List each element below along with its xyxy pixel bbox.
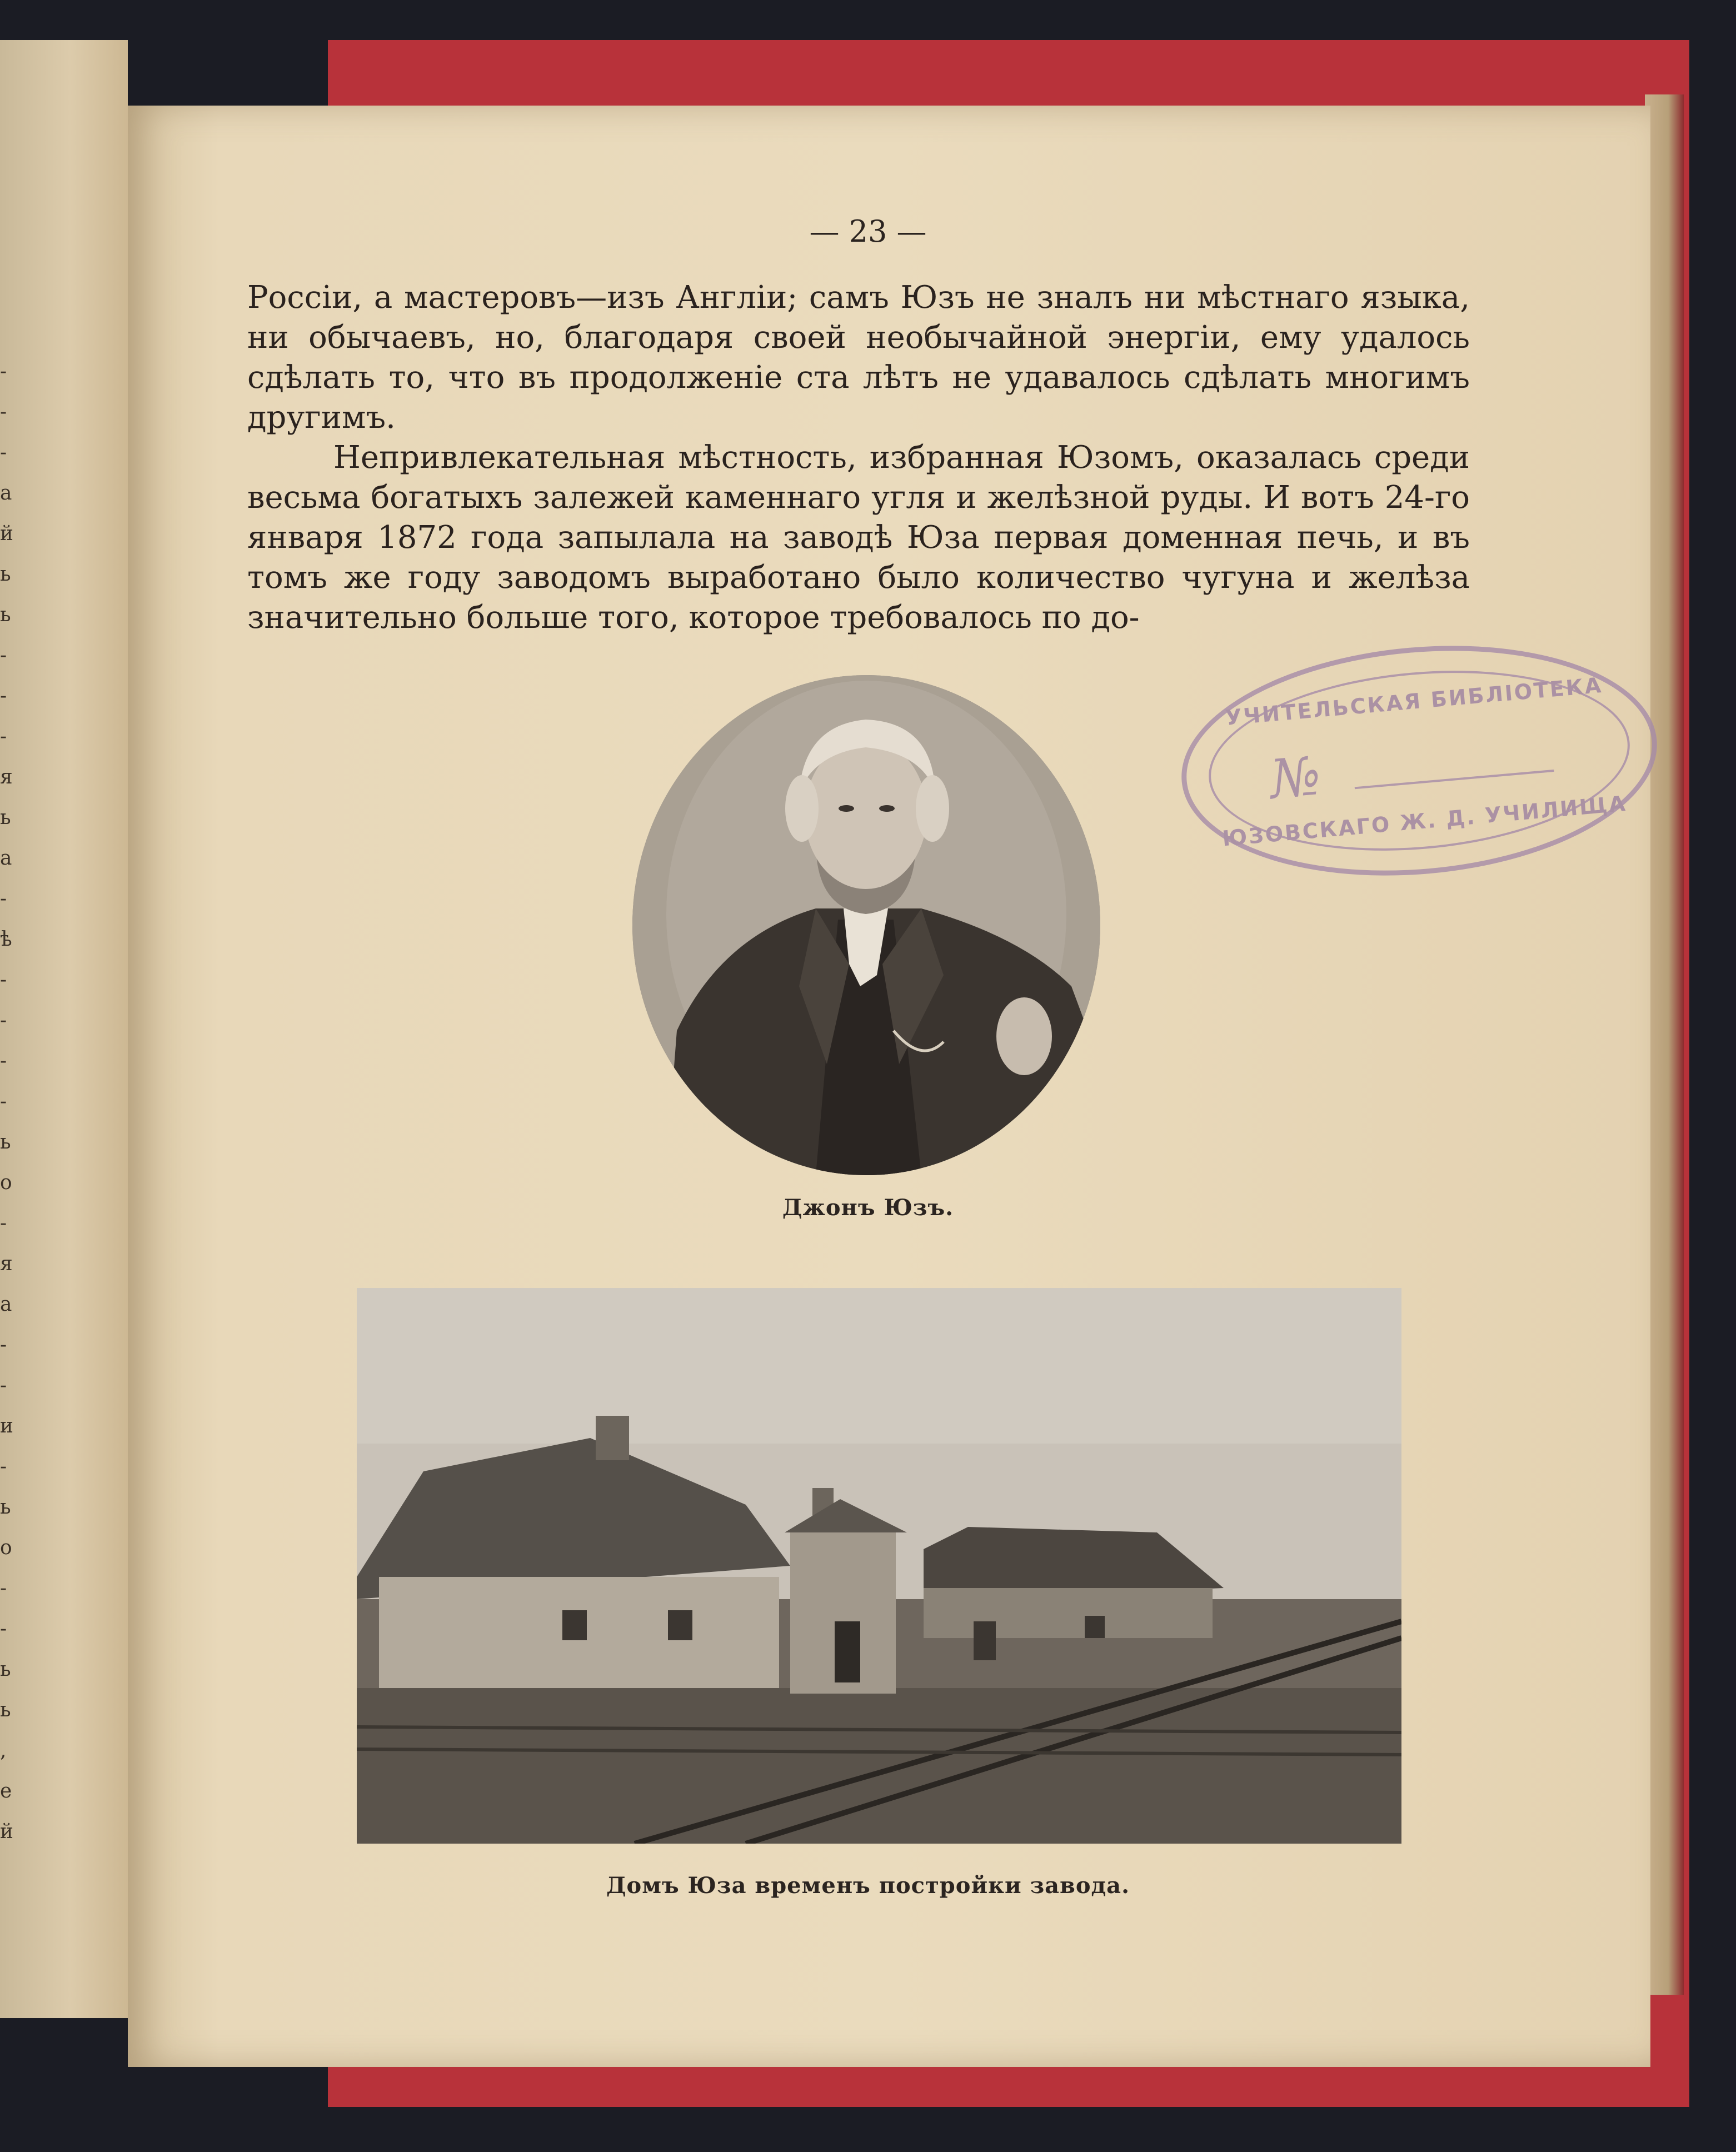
left-margin-char: я (0, 1252, 13, 1275)
page-number: — 23 — (809, 214, 927, 249)
left-margin-char: й (0, 522, 13, 545)
house-illustration (357, 1288, 1401, 1844)
left-margin-char: ь (0, 1496, 11, 1519)
left-margin-char: - (0, 1212, 7, 1235)
left-margin-char: - (0, 1374, 7, 1397)
house-photo (357, 1288, 1401, 1844)
left-margin-char: ь (0, 603, 11, 626)
photo-caption: Домъ Юза временъ постройки завода. (606, 1873, 1130, 1899)
left-margin-char: - (0, 360, 7, 383)
left-margin-char: и (0, 1415, 13, 1437)
left-margin-char: - (0, 725, 7, 748)
left-margin-char: - (0, 1334, 7, 1356)
left-margin-char: о (0, 1536, 12, 1559)
left-margin-char: ь (0, 563, 11, 586)
left-margin-char: - (0, 1009, 7, 1032)
left-margin-char: - (0, 441, 7, 464)
paragraph-2: Непривлекательная мѣстность, избранная Юзомъ, оказалась среди весьма богатыхъ залежей каменнаго угля и желѣзной руды. И вотъ 24-го января 1872 года запылала на заводѣ Юза первая доменная печь, и въ томъ же году заводомъ выработано было количество чугуна и желѣза значительно больше того, которое требовалось по до- (247, 440, 1470, 636)
left-margin-char: - (0, 1090, 7, 1113)
left-margin-char: - (0, 887, 7, 910)
left-margin-char: - (0, 968, 7, 991)
left-margin-char: - (0, 1455, 7, 1478)
left-page-text-fragments (0, 351, 22, 1852)
page-edges (1645, 94, 1684, 1995)
portrait-illustration (632, 675, 1100, 1175)
left-margin-char: ь (0, 1699, 11, 1721)
left-page (0, 40, 128, 2018)
left-margin-char: - (0, 1050, 7, 1072)
left-margin-char: ѣ (0, 928, 12, 951)
left-margin-char: ь (0, 806, 11, 829)
left-margin-char: а (0, 482, 12, 505)
stamp-bottom-text: ЮЗОВСКАГО Ж. Д. УЧИЛИЩА (1221, 791, 1628, 851)
left-margin-char: а (0, 1293, 12, 1316)
portrait-caption: Джонъ Юзъ. (782, 1195, 954, 1221)
left-margin-char: - (0, 1577, 7, 1600)
left-margin-char: - (0, 644, 7, 667)
left-margin-char: я (0, 766, 13, 788)
left-margin-char: о (0, 1171, 12, 1194)
left-margin-char: а (0, 847, 12, 870)
left-margin-char: е (0, 1780, 12, 1803)
paragraph-1: Россіи, а мастеровъ—изъ Англіи; самъ Юзъ не зналъ ни мѣстнаго языка, ни обычаевъ, но, благодаря своей необычайной энергіи, ему удалось сдѣлать то, что въ продолженіе ста лѣтъ не удавалось сдѣлать многимъ другимъ. (247, 279, 1470, 436)
left-margin-char: ь (0, 1131, 11, 1154)
portrait-photo (632, 675, 1100, 1175)
left-margin-char: - (0, 685, 7, 707)
left-margin-char: ь (0, 1658, 11, 1681)
body-text (247, 278, 1470, 638)
left-margin-char: - (0, 401, 7, 423)
left-margin-char: й (0, 1820, 13, 1843)
stamp-number-mark: № (1268, 744, 1324, 811)
stamp-top-text: УЧИТЕЛЬСКАЯ БИБЛІОТЕКА (1224, 672, 1604, 731)
left-margin-char: - (0, 1617, 7, 1640)
left-margin-char: , (0, 1739, 7, 1762)
